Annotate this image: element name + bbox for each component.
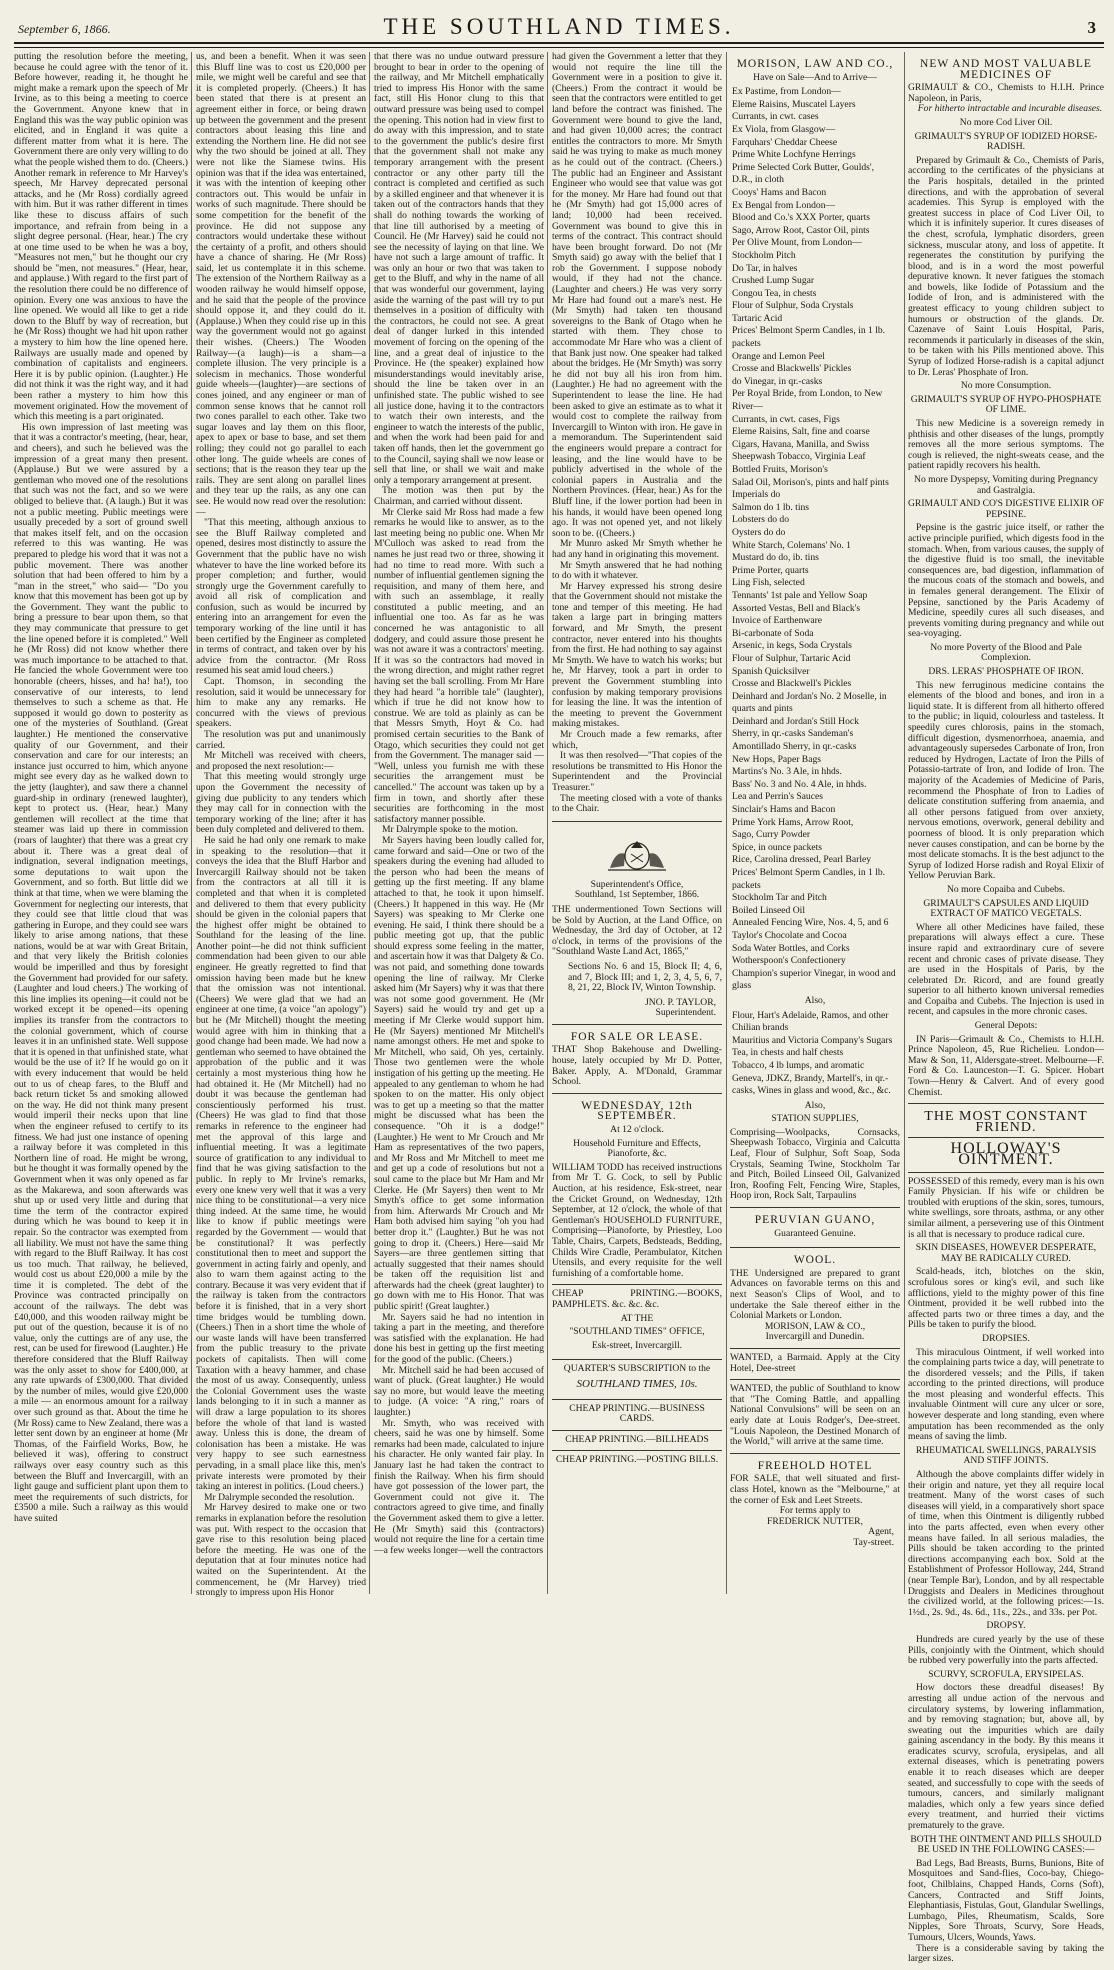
ad-intro: GRIMAULT & CO., Chemists to H.I.H. Prince Napoleon, in Paris, bbox=[908, 82, 1104, 104]
goods-item: Ling Fish, selected bbox=[732, 577, 805, 589]
wool-ad bbox=[730, 1248, 900, 1349]
goods-list bbox=[730, 1010, 900, 1098]
goods-item: Tennants' 1st pale and Yellow Soap bbox=[732, 589, 868, 601]
ad-subhead: DROPSY. bbox=[986, 1620, 1026, 1632]
article-paragraph: Mr Harvey desired to make one or two remarks in explanation before the resolution was put. With respect to the occasion that gave rise to this resolution being placed before the meeting. He was one of the deputation that at four minutes notice had waited on the Superintendent. At the commencement, he (Mr Harvey) tried strongly to impress upon His Honor bbox=[196, 1502, 366, 1599]
article-paragraph: Mr Clerke said Mr Ross had made a few remarks he would like to answer, as to the last meeting being no public one. When Mr M'Culloch was asked to read from the names he just read two or three, showing it had no time to read more. With such a number of influential gentlemen signing the requisition, and many of them here, and with such an assemblage, it really constituted a public meeting, and an influential one too. As far as he was concerned he was antagonistic to all dodgery, and could assure those present he was not aware it was a contractors' meeting. If it was so the contractors had moved in the wrong direction, and might rather regret having set the ball scrolling. From Mr Hare they had heard "a horrible tale" (laughter), which if true he did not know how to construe. We are told as plainly as can be that Messrs Smyth, Hoyt & Co. had promised certain securities to the Bank of Otago, which securities they could not get from the Government. The manager said — "Well, unless you furnish me with these securities the arrangement must be cancelled." The account was taken up by a firm in town, and shortly after these securities are forthcoming in the most satisfactory manner possible. bbox=[374, 506, 544, 825]
ad-subhead: DROPSIES. bbox=[982, 1332, 1030, 1344]
ad-body: Bad Legs, Bad Breasts, Burns, Bunions, Bite of Mosquitoes and Sand-flies, Coco-bay, Chiego-foot, Chilblains, Chapped Hands, Corns (Soft), Cancers, Contracted and Stiff Joints, Elephantiasis, Fistulas, Gout, Glandular Swellings, Lumbago, Piles, Rheumatism, Scalds, Sore Nipples, Sore Throats, Scurvy, Sore Heads, Tumours, Ulcers, Wounds, Yaws. bbox=[908, 1857, 1104, 1943]
goods-item: Sago, Arrow Root, Castor Oil, pints bbox=[732, 224, 870, 236]
goods-item: Ex Bengal from London— bbox=[732, 199, 836, 211]
ad-footer: There is a considerable saving by taking the larger sizes. bbox=[908, 1942, 1104, 1965]
ad-subhead: GRIMAULT'S CAPSULES AND LIQUID EXTRACT OF MATICO VEGETALS. bbox=[923, 897, 1089, 920]
ad-subhead: SKIN DISEASES, HOWEVER DESPERATE, MAY BE RADICALLY CURED. bbox=[915, 1242, 1097, 1264]
ad-at: AT THE bbox=[620, 1312, 654, 1324]
ad-heading: QUARTER'S SUBSCRIPTION to the bbox=[563, 1363, 711, 1375]
notice-sections: Sections No. 6 and 15, Block II; 4, 6, and 7, Block III; and 1, 2, 3, 4, 5, 6, 7, 8, 21, 22, Block IV, Winton Township. bbox=[568, 960, 722, 994]
ad-subhead: GRIMAULT AND CO'S DIGESTIVE ELIXIR OF PEPSINE. bbox=[908, 498, 1105, 520]
ad-heading: CHEAP PRINTING.—BILLHEADS bbox=[565, 1433, 709, 1445]
ad-subhead: Guaranteed Genuine. bbox=[774, 1227, 856, 1239]
goods-item: Invoice of Earthenware bbox=[732, 615, 823, 627]
goods-item: Lea and Perrin's Sauces bbox=[732, 791, 823, 803]
ad-subhead: GRIMAULT'S SYRUP OF IODIZED HORSE-RADISH. bbox=[914, 130, 1098, 153]
article-paragraph: The resolution was put and unanimously carried. bbox=[196, 729, 366, 751]
column-3 bbox=[374, 52, 544, 1594]
article-paragraph: putting the resolution before the meeting, because he could agree with the tenor of it. Before however, reading it, he thought he might make a remark upon the speech of Mr Irvine, as to this being a meeting to coerce the Government. Anyone knew that in England this was the way public opinion was elicited, and in England it was quite a different matter from what it is here. The Government there are only very willing to do what the people wished them to do. (Cheers.) Another remark in reference to Mr Harvey's speech, Mr Harvey deprecated personal attacks, and he (Mr Ross) cordially agreed with him. But it was rather different in times like these to discuss affairs of such importance, and refrain from being in a slight degree personal. (Hear, hear.) The cry at one time used to be when he was a boy, "Measures not men," but he thought our cry should be "men, not measures." (Hear, hear, and applause.) With regard to the first part of the resolution there could be no difference of opinion. Every one was anxious to have the line opened. We would all like to get a ride down to the Bluff by way of recreation, but he (Mr Ross) thought we had hit upon rather a mystery to him how the line opened here. Railways are usually made and opened by combination of capitalists and engineers. Here it is by public opinion. (Laughter.) He did not think it was the right way, and it had been rather a mystery to him how this movement originated. How the movement of which this meeting is a part originated. bbox=[14, 51, 188, 423]
masthead-rule bbox=[14, 47, 1104, 48]
goods-item: Prime Selected Cork Butter, Goulds', bbox=[732, 161, 875, 173]
goods-item: Amontillado Sherry, in qr.-casks bbox=[732, 741, 857, 753]
goods-list bbox=[730, 86, 900, 993]
ad-heading: PERUVIAN GUANO, bbox=[754, 1214, 876, 1227]
ad-heading: MORISON, LAW AND CO., bbox=[736, 58, 894, 70]
goods-item: Prime White Lochfyne Herrings bbox=[732, 149, 856, 161]
goods-item: Tea, in chests and half chests bbox=[732, 1047, 844, 1059]
goods-item: Blood and Co.'s XXX Porter, quarts bbox=[732, 212, 871, 224]
also-label: Also, bbox=[804, 1099, 826, 1111]
ad-subhead: RHEUMATICAL SWELLINGS, PARALYSIS AND STIFF JOINTS. bbox=[915, 1444, 1097, 1467]
article-paragraph: The motion was then put by the Chairman, and carried without dissent. bbox=[374, 485, 544, 507]
goods-item: Crushed Lump Sugar bbox=[732, 275, 815, 287]
goods-item: Bottled Fruits, Morison's bbox=[732, 464, 828, 475]
article-paragraph: Mr Smyth answered that he had nothing to do with it whatever. bbox=[552, 559, 722, 582]
goods-item: Sheepwash Tobacco, Virginia Leaf bbox=[732, 451, 866, 463]
ad-subhead: Household Furniture and Effects, Pianoforte, &c. bbox=[573, 1137, 701, 1160]
goods-item: Champion's superior Vinegar, in wood and glass bbox=[732, 967, 896, 992]
goods-item: Sago, Curry Powder bbox=[732, 829, 811, 841]
goods-item: Currants, in cwt. cases, Figs bbox=[732, 413, 840, 425]
goods-item: Tartaric Acid bbox=[732, 312, 783, 324]
freehold-hotel-ad bbox=[730, 1454, 900, 1554]
article-paragraph: Mr. Sayers said he had no intention in taking a part in the meeting, and therefore was satisfied with the explanation. He had done his best in getting up the first meeting for the good of the public. (Cheers.) bbox=[374, 1311, 544, 1366]
goods-item: Spanish Quicksilver bbox=[732, 665, 810, 677]
ad-body: Scald-heads, itch, blotches on the skin, scrofulous sores or king's evil, and such like afflictions, yield to the mighty power of this fine Ointment, provided it be well rubbed into the affected parts two or three times a day, and the Pills be taken to purify the blood. bbox=[908, 1266, 1104, 1331]
goods-item: Stockholm Tar and Pitch bbox=[732, 892, 827, 904]
goods-item: Boiled Linseed Oil bbox=[732, 904, 806, 916]
goods-item: Stockholm Pitch bbox=[732, 249, 796, 261]
column-divider bbox=[191, 52, 192, 1594]
goods-item: Taylor's Chocolate and Cocoa bbox=[732, 929, 847, 941]
goods-item: Salad Oil, Morison's, pints and half pints bbox=[732, 476, 889, 488]
ad-heading: WOOL. bbox=[793, 1254, 837, 1267]
ad-body: How doctors these dreadful diseases! By arresting all undue action of the nervous and circulatory systems, by lowering inflammation, and by removing stagnation; but, above all, by sweating out the impurities which are daily gaining ascendancy in the body. By this means it eradicates scurvy, scrofula, erysipelas, and all external diseases, which is penetrating powers enable it to reach diseases which are deeper seated, and successfully to cope with the seeds of tumours, cancers, and similarly malignant maladies, which only a few years since defied every treatment, and hurried their victims prematurely to the grave. bbox=[908, 1682, 1104, 1832]
station-heading: STATION SUPPLIES, bbox=[771, 1113, 859, 1125]
goods-item: Eleme Raisins, Muscatel Layers bbox=[732, 98, 856, 110]
ad-heading: NEW AND MOST VALUABLE MEDICINES OF bbox=[920, 58, 1092, 81]
article-paragraph: It was then resolved—"That copies of the resolutions be transmitted to His Honor the Superintendent and the Provincial Treasurer." bbox=[552, 750, 722, 793]
guano-ad bbox=[730, 1208, 900, 1248]
column-2 bbox=[196, 51, 366, 1599]
ad-body: WANTED, the public of Southland to know that "The Coming Battle, and appalling National Convulsions" will be seen on an early date at Louis Rodger's, Dee-street. "Louis Napoleon, the Destined Monarch of the World," will arrive at the same time. bbox=[730, 1383, 900, 1448]
ad-body: Pepsine is the gastric juice itself, or rather the active principle purified, which digests food in the stomach. When, from various causes, the supply of the digestive fluid is too small, the inevitable consequences are, bad digestion, inflammation of the mucous coats of the stomach and bowels, and in females general derangement. The Elixir of Pepsine, sanctioned by the Paris Academy of Medicine, speedily cures all such diseases, and prevents vomiting during pregnancy and while out sea-voyaging. bbox=[908, 522, 1104, 640]
goods-item: Martins's No. 3 Ale, in hhds. bbox=[732, 766, 842, 778]
article-paragraph: The meeting closed with a vote of thanks to the Chair. bbox=[552, 792, 722, 815]
ad-body: Prepared by Grimault & Co., Chemists of Paris, according to the certificates of the physicians at the Paris hospitals, detailed in the printed directions, and with the approbation of several academies. This Syrup is employed with the greatest success in place of Cod Liver Oil, to which it is infinitely superior. It cures diseases of the chest, scrofula, lymphatic disorders, green sickness, muscular atony, and loss of appetite. It regenerates the constitution by purifying the blood, and is in a word the most powerful depurative known. It never fatigues the stomach and bowels, like Iodide of Potassium and the Iodide of Iron, and is administered with the greatest efficacy to young children subject to humours or obstruction of the glands. Dr. Cazenave of Saint Louis Hospital, Paris, recommends it particularly in diseases of the skin, to be taken with his Pills mentioned above. This Syrup of Iodized Horse-radish is a capital adjunct to Dr. Leras' Phosphate of Iron. bbox=[908, 154, 1104, 378]
column-divider bbox=[726, 52, 727, 1594]
ad-body: This new ferruginous medicine contains the elements of the blood and bones, and iron in a liquid state. It is different from all hitherto offered to the public; in liquid, colourless and tasteless. It speedily cures chlorosis, pains in the stomach, difficult digestion, dysmenorrhoea, anaemia, and advantageously supersedes Carbonate of Iron, Iron reduced by Hydrogen, Lactate of Iron the Pills of Potassio-tartrate of Iron, and Iodide of Iron. The majority of the Academies of Medicine of Paris, recommend the Phosphate of Iron to Ladies of delicate constitution suffering from anaemia, and all other persons fatigued from over anxiety, nervous emotions, overwork, general debility and poorness of blood. It is only preparation which never causes constipation, and can be borne by the most delicate stomachs. It is the best adjunct to the Syrup of Iodized Horse radish and Royal Elixir of Yellow Peruvian Bark. bbox=[908, 679, 1104, 882]
ad-subhead: GRIMAULT'S SYRUP OF HYPO-PHOSPHATE OF LIME. bbox=[910, 393, 1102, 416]
printing-ad bbox=[552, 1285, 722, 1360]
goods-item: do Vinegar, in qr.-casks bbox=[732, 375, 823, 387]
goods-item: Mauritius and Victoria Company's Sugars bbox=[732, 1034, 893, 1046]
goods-item: New Hops, Paper Bags bbox=[732, 753, 821, 765]
column-divider bbox=[904, 52, 905, 1594]
ad-body: POSSESSED of this remedy, every man is his own Family Physician. If his wife or children be troubled with eruptions of the skin, sores, tumours, white swellings, sore throats, asthma, or any other similar ailment, a persevering use of this Ointment is all that is necessary to produce radical cure. bbox=[908, 1175, 1104, 1240]
goods-item: Eleme Raisins, Salt, fine and coarse bbox=[732, 426, 870, 438]
issue-date: September 6, 1866. bbox=[18, 22, 111, 36]
goods-item: Flour, Hart's Adelaide, Ramos, and other Chilian brands bbox=[732, 1009, 889, 1034]
article-paragraph: us, and been a benefit. When it was seen this Bluff line was to cost us £20,000 per mile, we might well be careful and see that it is completed properly. (Cheers.) It has been stated that there is at present an agreement either in force, or being drawn up between the government and the present contractors about leasing this line and extending the Northern line. He did not see why the two should be joined at all. They were not like the Siamese twins. His opinion was that if the idea was entertained, it was with the intention of keeping other contractors out. This would be unfair in works of such magnitude. There should be some competition for the benefit of the province. He did not suppose any contractors would undertake these without the certainty of a profit, and others should have a chance of sharing. He (Mr Ross) said, let us contemplate it in this scheme. The extension of the Northern Railway as a wooden railway he would himself oppose, and he said that the people of the province should oppose it, and they could do it. (Applause.) When they could rise up in this way the government would not go against their wishes. (Cheers.) The Wooden Railway—(a laugh)—is a sham—a complete illusion. The very principle is a solecism in mechanics. Those wonderful guide wheels—(laughter)—are sections of cones joined, and any engineer or man of common sense knows that he cannot roll two cones parallel to each other. Take two sugar loaves and lay them on this floor, apex to apex or base to base, and set them rolling; they could not go parallel to each other long. The guide wheels are cones of sections; that is the reason they tear up the rails. They are sent along on parallel lines and they tear up the rails, as any one can see. He would now read over the resolution:— bbox=[196, 51, 366, 518]
goods-item: Flour of Sulphur, Soda Crystals bbox=[732, 300, 854, 312]
goods-item: Currants, in cwt. cases bbox=[732, 111, 819, 123]
printing-ad bbox=[552, 1451, 722, 1471]
article-paragraph: Capt. Thomson, in seconding the resolution, said it would be unnecessary for him to make any any remarks. He concurred with the views of previous speakers. bbox=[196, 676, 366, 730]
ad-subhead: BOTH THE OINTMENT AND PILLS SHOULD BE USED IN THE FOLLOWING CASES:— bbox=[910, 1833, 1102, 1856]
goods-item: Bi-carbonate of Soda bbox=[732, 627, 814, 639]
article-paragraph: Mr Dalrymple spoke to the motion. bbox=[382, 824, 518, 836]
column-divider bbox=[547, 52, 548, 1594]
article-paragraph: Mr Munro asked Mr Smyth whether he had any hand in originating this movement. bbox=[552, 538, 722, 560]
ad-body: Although the above complaints differ widely in their origin and nature, yet they all require local treatment. Many of the worst cases of such diseases will yield, in a comparatively short space of time, when this Ointment is diligently rubbed into the parts affected, even when every other means have failed. In all serious maladies, the Pills should be taken according to the printed directions accompanying each box. Sold at the Establishment of Professor Holloway, 244, Strand (near Temple Bar), London, and by all respectable Druggists and Dealers in Medicines throughout the civilized world, at the following prices:—1s. 1½d., 2s. 9d., 4s. 6d., 11s., 22s., and 33s. per Pot. bbox=[908, 1469, 1104, 1618]
goods-item: Salmon do 1 lb. tins bbox=[732, 501, 810, 513]
ad-office: "SOUTHLAND TIMES" OFFICE, bbox=[569, 1326, 705, 1338]
goods-item: Deinhard and Jordan's No. 2 Moselle, in quarts and pints bbox=[732, 690, 887, 715]
article-paragraph: Mr. Mitchell said he had been accused of want of pluck. (Great laughter.) He would say no more, but would leave the meeting to judge. (A voice: "A ring," roars of laughter.) bbox=[374, 1364, 544, 1418]
goods-item: Bass' No. 3 and No. 4 Ale, in hhds. bbox=[732, 778, 867, 790]
ad-body: FOR SALE, that well situated and first-class Hotel, known as the "Melbourne," at the corner of Esk and Leet Streets. bbox=[730, 1473, 900, 1506]
station-body: Comprising—Woolpacks, Cornsacks, Sheepwash Tobacco, Virginia and Calcutta Leaf, Flour of Sulphur, Soft Soap, Soda Crystals, Seaming Twine, Stockholm Tar and Pitch, Boiled Linseed Oil, Galvanized Iron, Roofing Felt, Fencing Wire, Staples, Hoop iron, Rock Salt, Tarpaulins bbox=[730, 1126, 900, 1202]
goods-item: Oysters do do bbox=[732, 526, 786, 538]
office-date: Southland, 1st September, 1866. bbox=[574, 889, 700, 901]
wanted-ad bbox=[730, 1380, 900, 1454]
signature-title: Superintendent. bbox=[655, 1007, 716, 1019]
article-paragraph: Mr Crouch made a few remarks, after which, bbox=[552, 729, 722, 751]
column-6 bbox=[908, 52, 1105, 1965]
article-paragraph: Mr Harvey expressed his strong desire that the Government should not mistake the tone and temper of this meeting. He had taken a large part in bringing matters forward, and Mr Smyth, the present contractor, never entered into his thoughts from the first. He had nothing to say against Mr Smyth. We have to watch his works; but he, Mr Harvey, took a part in order to prevent the Government stumbling into confusion by making temporary provisions for leasing the line. It was the intention of the meeting to prevent the Government making mistakes. bbox=[552, 580, 722, 730]
ad-subhead: DRS. LERAS' PHOSPHATE OF IRON. bbox=[928, 666, 1084, 678]
goods-item: Congou Tea, in chests bbox=[732, 287, 817, 299]
ad-tagline: No more Consumption. bbox=[960, 380, 1052, 392]
printing-ad bbox=[552, 1400, 722, 1431]
goods-item: Per Olive Mount, from London— bbox=[732, 237, 862, 249]
land-sale-notice bbox=[552, 821, 722, 1025]
ad-subhead: Have on Sale—And to Arrive— bbox=[753, 71, 877, 83]
goods-item: Prices' Belmont Sperm Candles, in 1 lb. packets bbox=[732, 867, 886, 891]
signature: JNO. P. TAYLOR, bbox=[645, 996, 716, 1008]
goods-item: Lobsters do do bbox=[732, 514, 790, 526]
goods-item: Do Tar, in halves bbox=[732, 262, 798, 274]
ad-heading: CHEAP PRINTING.—POSTING BILLS. bbox=[555, 1454, 719, 1466]
ad-body: This miraculous Ointment, if well worked into the complaining parts twice a day, will penetrate to the disordered vessels; and the Pills, if taken according to the printed directions, will produce the most pleasing and wonderful effects. This invaluable Ointment will cure any ulcer or sore, however desperate and long standing, even where amputation has been recommended as the only means of saving the limb. bbox=[908, 1346, 1104, 1443]
page-number: 3 bbox=[1087, 18, 1096, 37]
goods-item: Spice, in ounce packets bbox=[732, 841, 823, 853]
ad-body: WANTED, a Barmaid. Apply at the City Hotel, Dee-street bbox=[730, 1351, 900, 1374]
ad-body: THAT Shop Bakehouse and Dwelling-house, lately occupied by Mr D. Potter, Baker. Apply, A. M'Donald, Grammar School. bbox=[552, 1044, 722, 1088]
grimault-medicines-ad bbox=[908, 52, 1104, 1104]
goods-item: Farquhars' Cheddar Cheese bbox=[732, 136, 838, 148]
ad-body: Where all other Medicines have failed, these preparations will always effect a cure. These insure rapid and extraordinary cure of severe recent and chronic cases of private disease. They are used in the Hospitals of Paris, by the celebrated Dr. Ricord, and are found greatly superior to all hitherto known universal remedies and Copaiba and Cubebs. The Injection is used in recent, and capsules in the more chronic cases. bbox=[908, 921, 1104, 1018]
depots-heading: General Depots: bbox=[974, 1020, 1038, 1032]
ad-intro-italic: For hitherto intractable and incurable diseases. bbox=[917, 103, 1103, 115]
notice-body: THE undermentioned Town Sections will be Sold by Auction, at the Land Office, on Wednesday, the 3rd day of October, at 12 o'clock, in terms of the provisions of the "Southland Waste Land Act, 1865," bbox=[552, 903, 722, 958]
goods-item: Annealed Fencing Wire, Nos. 4, 5, and 6 bbox=[732, 917, 889, 929]
article-paragraph: that there was no undue outward pressure brought to bear in order to the opening of the railway, and Mr Mitchell emphatically tried to impress His Honor with the same fact, still His Honor clung to this that outward pressure was being used to compel the opening. This notion had in view first to do away with this impression, and to state to the government the public's desire first that the government shall not make any temporary arrangement with the present contractor or any other party till the contract is completed and certified as such by a skilled engineer and that whenever it is taken out of the contractors hands that they shall do nothing towards the working of that line till authorised by a meeting of Council. He (Mr Harvey) said he could not see the necessity of laying on that line. We have not such a large amount of traffic. It was only an hour or two that was taken to get to the Bluff, and why in the name of all that was wonderful our government, laying aside the warning of the past will try to put themselves in a position of difficulty with the contractors, he could not see. A great deal of danger lurked in this intended movement of forcing on the opening of the line, and a great deal of injustice to the Province. He (the speaker) explained how misunderstandings would inevitably arise, should the line be taken over in an unfinished state. The public wished to see all justice done, having it to the contractors to watch their own interests, and the engineer to watch the interests of the public, and when the work had been paid for and taken off hands, then let the government go to the Council, saying shall we now lease or sell that line, or shall we wait and make only a temporary arrangement at present. bbox=[374, 51, 544, 486]
ad-tagline: No more Copaiba and Cubebs. bbox=[946, 883, 1066, 895]
ad-heading: FREEHOLD HOTEL bbox=[757, 1459, 873, 1472]
goods-item: Cigars, Havana, Manilla, and Swiss bbox=[732, 438, 870, 450]
ad-tagline: No more Poverty of the Blood and Pale Complexion. bbox=[930, 641, 1082, 664]
goods-item: D.R., in cloth bbox=[732, 174, 784, 186]
article-paragraph: Mr Dalrymple seconded the resolution. bbox=[204, 1491, 355, 1503]
article-paragraph: He said he had only one remark to make in speaking to the resolution—that it conveys the idea that the Bluff Harbor and Invercargill Railway should not be taken from the contractors at all till it is completed and that when it is completed and delivered to them that every publicity should be given in the colonial papers that the highest offer might be obtained to Southland for the leasing of the line. Another point—he did not think sufficient commendation had been given to our able engineer. He greatly regretted to find that omission having been made but he knew that the omission was not intentional. (Cheers) We were glad that we had an engineer at one time, (a voice "an apology") but he (Mr Mitchell) thought the meeting would agree with him in thinking that a good change had been made. We had now a gentleman who seemed to have obtained the approbation of the public and it was certainly a most mysterious thing how he had obtained it. He (Mr Mitchell) had no doubt it was because the gentleman had conscientiously performed his trust. (Cheers) He was glad to find that those remarks in reference to the engineer had met the approval of this large and influential meeting. It was a legitimate source of gratification to any individual to find that he was giving satisfaction to the public. In reply to Mr Irvine's remarks, every one knew very well that it was a very nice thing to be constitutional—a very nice thing indeed. At the same time, he would like to know if public meetings were regarded by the Government — would that be constitutional? It was perfectly constitutional then to meet and support the government in acting fairly and openly, and also to warn them against acting to the contrary. Because it was very evident that if the railway is taken from the contractors before it is finished, that in a very short time bridges would be tumbling down. (Cheers.) Then in a short time the whole of our waste lands will have been transferred from the public treasury to the private pockets of capitalists. Then will come Taxation with a heavy hammer, and chase the most of us away. Consequently, unless the Colonial Government uses the waste lands belonging to it in such a manner as will draw a large population to its shores before the whole of that land is wasted away. Unless this is done, the dream of colonisation has been a mistake. He was very happy to see such earnestness pervading, in a small place like this, men's private interests were promoted by their taking an interest in politics. (Loud cheers.) bbox=[196, 834, 366, 1493]
goods-item: Tobacco, 4 lb lumps, and aromatic bbox=[732, 1059, 865, 1071]
goods-item: Prime York Hams, Arrow Root, bbox=[732, 816, 854, 828]
holloway-ad bbox=[908, 1104, 1104, 1970]
auction-ad bbox=[552, 1094, 722, 1286]
goods-item: Flour of Sulphur, Tartaric Acid bbox=[732, 652, 851, 664]
ad-price: SOUTHLAND TIMES, 10s. bbox=[576, 1377, 698, 1390]
goods-item: Prices' Belmont Sperm Candles, in 1 lb. packets bbox=[732, 325, 886, 350]
goods-item: Ex Pastime, from London— bbox=[732, 86, 841, 98]
newspaper-title: THE SOUTHLAND TIMES. bbox=[383, 14, 735, 39]
column-divider bbox=[369, 52, 370, 1594]
depots-list: IN Paris—Grimault & Co., Chemists to H.I.H. Prince Napoleon, 45, Rue Richelieu. London—Maw & Son, 11, Aldersgate-street. Melbourne—F. Ford & Co. Launceston—T. G. Spicer. Hobart Town—Henry & Calvert. And of every good Chemist. bbox=[908, 1033, 1104, 1098]
ad-heading: CHEAP PRINTING.—BUSINESS CARDS. bbox=[569, 1402, 705, 1425]
ad-heading: FOR SALE OR LEASE. bbox=[570, 1030, 704, 1043]
for-sale-lease-ad bbox=[552, 1025, 722, 1094]
goods-item: Orange and Lemon Peel bbox=[732, 350, 825, 362]
goods-item: Crosse and Blackwells' Pickles bbox=[732, 363, 852, 375]
ad-signature: Invercargill and Dunedin. bbox=[765, 1331, 865, 1343]
goods-item: Ex Viola, from Glasgow— bbox=[732, 123, 836, 135]
ad-body: Hundreds are cured yearly by the use of these Pills, conjointly with the Ointment, which should be rubbed very powerfully into the parts affected. bbox=[908, 1633, 1104, 1667]
goods-item: Mustard do do, ib. tins bbox=[732, 552, 819, 564]
goods-item: Rice, Carolina dressed, Pearl Barley bbox=[732, 854, 872, 866]
goods-item: Sherry, in qr.-casks Sandeman's bbox=[732, 728, 854, 740]
article-paragraph: "That this meeting, although anxious to see the Bluff Railway completed and opened, desires most distinctly to assure the Government that the public have no wish whatever to have the line worked before its proper completion; and further, would strongly urge the Government carefully to avoid all risk of complication and confusion, such as would be incurred by entering into an arrangement for even the temporary working of the line until it has been certified by the Engineer as completed in terms of contract, and taken over by his advice from the contractor. (Mr Ross resumed his seat amid loud cheers.) bbox=[196, 517, 366, 677]
goods-item: Per Royal Bride, from London, to New River— bbox=[732, 388, 883, 413]
article-paragraph: Mr Sayers having been loudly called for, came forward and said—One or two of the speakers during the evening had alluded to the person who had been the means of getting up the first meeting. If any blame attached to that, he took it upon himself. (Cheers.) It happened in this way. He (Mr Sayers) was speaking to Mr Clerke one evening. He said, I think there should be a public meeting got up, that the public should express some feeling in the matter, and ascertain how it was that Dalgety & Co. was not paid, and something done towards opening the line of railway. Mr Clerke asked him (Mr Sayers) why it was that there was not some good government. He (Mr Sayers) said he would try and get up a meeting if Mr Clerke would support him. He (Mr Sayers) mentioned Mr Mitchell's name amongst others. He met and spoke to Mr Mitchell, who said, Oh yes, certainly. Those two gentlemen were the whole instigation of his getting up the meeting. He appealed to any gentleman to whom he had spoken to on the matter. His only object was to get up a meeting so that the matter might be discussed what has been the consequence. "Oh it is a dodge!" (Laughter.) He went to Mr Crouch and Mr Ham as representatives of the two papers, and Mr Ross and Mr Mitchell to meet me and get up a code of resolutions but not a soul came to the place but Mr Ham and Mr Clerke. He (Mr Sayers) then went to Mr Smyth's office to get some information from him. Afterwards Mr Crouch and Mr Ham both advised him saying "oh you had better drop it." (Laughter.) But he was not going to drop it. (Cheers.) Here—said Mr Sayers—are three gentlemen sitting that actually suggested that their names should be taken off the requisition list and afterwards had the cheek (great laughter) to go down with me to His Honor. That was public spirit! (Great laughter.) bbox=[374, 834, 544, 1313]
wanted-ad bbox=[730, 1349, 900, 1380]
article-paragraph: Mr Mitchell was received with cheers, and proposed the next resolution:— bbox=[196, 750, 366, 772]
column-5 bbox=[730, 52, 900, 1594]
goods-item: Deinhard and Jordan's Still Hock bbox=[732, 715, 859, 727]
article-paragraph: That this meeting would strongly urge upon the Government the necessity of giving due publicity to any tenders which they may call for in connection with the temporary working of the line; after it has been duly completed and delivered to them. bbox=[196, 771, 366, 836]
goods-item: Crosse and Blackwell's Pickles bbox=[732, 678, 852, 690]
goods-item: Soda Water Bottles, and Corks bbox=[732, 942, 850, 954]
goods-item: Geneva, JDKZ, Brandy, Martell's, in qr.-casks, Wines in glass and wood, &c., &c. bbox=[732, 1072, 891, 1097]
ad-body: WILLIAM TODD has received instructions from Mr T. G. Cock, to sell by Public Auction, at his residence, Esk-street, near the Cricket Ground, on Wednesday, 12th September, at 12 o'clock, the whole of that Gentleman's HOUSEHOLD FURNITURE, Comprising—Pianoforte, by Priestley, Loo Table, Chairs, Carpets, Bedsteads, Bedding, Childs Wire Cradle, Perambulator, Kitchen Utensils, and every requisite for the well furnishing of a comfortable home. bbox=[552, 1161, 722, 1279]
ad-title: HOLLOWAY'S OINTMENT. bbox=[908, 1137, 1104, 1172]
ad-banner: THE MOST CONSTANT FRIEND. bbox=[924, 1109, 1088, 1135]
morison-law-ad bbox=[730, 52, 900, 1208]
agent-address: Tay-street. bbox=[853, 1536, 894, 1548]
agent-name: FREDERICK NUTTER, bbox=[767, 1515, 863, 1527]
ad-signature: MORISON, LAW & CO., bbox=[764, 1320, 866, 1332]
article-paragraph: His own impression of last meeting was that it was a contractor's meeting, (hear, hear, and cheers), and such he believed was the impression of a great many then present. (Applause.) But we were assured by a gentleman who moved one of the resolutions that such was not the fact, and so we were obliged to believe that. (A laugh.) But it was not a public meeting. Public meetings were usually preceded by a sort of ground swell that makes itself felt, and on the occasion referred to this was wanting. He was prepared to pledge his word that it was not a public movement. There was another solution that had been offered to him by a "man in the street," who said— "Do you know that this movement has been got up by the Government. They want the public to bring a pressure to bear upon them, so that they may communicate that pressure to get the line opened before it is completed." Well he (Mr Ross) did not know whether there was much importance to be attached to that. He fancied the whole Government were too honorable (cheers, hisses, and ha! ha!), too conservative of our interests, to lend themselves to such a scheme as that. He supposed it would go down to posterity as one of the mysteries of Southland. (Great laughter.) He mentioned the conservative quality of our Government, and their conservation and care for our interests; an instance just occurred to him, which anyone might see every day as he walked down to the jetty (laughter), and saw there a channel guard-ship in ordinary (renewed laughter), kept to protect us. (Hear, hear.) Many gentlemen will recollect at the time that steamer was laid up there in commission (roars of laughter) that there was a great cry about it. There was a great deal of indignation, several indignation meetings, some deputations to wait upon the Government, and so forth. But little did we think at that time, when we were blaming the Government for neglecting our interests, that they could see that little cloud that was gathering in Europe, and they could see wars likely to arise among nations, that these nations, would be at war with Great Britain, and that very likely the British colonies would be imperilled and thus by foresight the Government had provided for our safety. (Laughter and loud cheers.) The working of this line implies its opening—it could not be worked except it be opened—its opening implies its transfer from the contractors to the colonial government, which of course leaves it in an unfinished state. Well suppose that it is opened in that unfinished state, what would be the use of it? If he would go on it with every inducement that would be held out to us of cheap fares, to the Bluff and back return ticket 5s and smoking allowed on the way. He did not think many present would imperil their necks upon that line when the engineer refused to certify to its fitness. We had just one instance of opening a railway before it was completed in this Northern line of road. He might be wrong, but he thought it was formally opened by the Government when it was only opened as far as the Makarewa, and soon afterwards was shut up or used very little and during that time the term of the contractor expired during which he was bound to keep it in repair. So the contractor was exempted from all liability. We must not have the same thing with regard to the Bluff Railway. It has cost us too much. That railway, he believed, would cost us about £20,000 a mile by the time it is completed. The debt of the Province was contracted principally on account of the railways. The debt was £40,000, and this wooden railway might be put out of the question, because it is of no value, only the cuttings are of any use, the rest, can be used for firewood (Laughter.) He therefore considered that the Bluff Railway was the only asset to show for £400,000, at any rate upwards of £300,000. That divided by the number of miles, would give £20,000 a mile — an enormous amount for a railway over such ground as that. About the time he (Mr Ross) came to New Zealand, there was a letter sent down by an engineer at home (Mr Thomas, of the Fairfield Works, Bow, he believed it was), offering to construct railways over easy country such as this between the Bluff and Invercargill, with an light gauge and sufficient plant upon them to meet the requirements of such districts, for £3500 a mile. Such a railway as this would have suited bbox=[14, 421, 188, 1524]
goods-item: Cooys' Hams and Bacon bbox=[732, 186, 827, 198]
office-line: Superintendent's Office, bbox=[590, 878, 684, 890]
ad-body: This new Medicine is a sovereign remedy in phthisis and other diseases of the lungs, promptly removes all the more serious symptoms. The cough is relieved, the night-sweats cease, and the patient rapidly recovers his health. bbox=[908, 418, 1104, 472]
ad-tagline: No more Dyspepsy, Vomiting during Pregnancy and Gastralgia. bbox=[914, 473, 1098, 496]
column-4 bbox=[552, 52, 722, 1594]
ad-subhead: SCURVY, SCROFULA, ERYSIPELAS. bbox=[928, 1668, 1084, 1680]
ad-body: THE Undersigned are prepared to grant Advances on favorable terms on this and next Season's Clips of Wool, and to undertake the Sale thereof either in the Colonial Markets or London. bbox=[730, 1267, 900, 1322]
article-paragraph: had given the Government a letter that they would not require the line till the Government were in a position to give it. (Cheers.) From the contract it would be seen that the contractors were entitled to get land before the contract was finished. The Government were bound to give the land, and had given 10,000 acres; the contract entitles the contractors to more. Mr Smyth said he was trying to make as much money as he could out of the contract. (Cheers.) The public had an Engineer and Assistant Engineer who would see that value was got for the money. Mr Hare had found out that he (Mr Smyth) had got 15,000 acres of land; 10,000 had been received. Government was bound to give this in terms of the contract. This contract should have been brought forward. Do not (Mr Smyth said) go away with the belief that I rob the Government. I suppose nobody would, if they had not the chance. (Laughter and cheers.) He was very sorry Mr Hare had found out a mare's nest. He (Mr Smyth) had taken ten thousand sovereigns to the Bank of Otago when he started with them. They chose to accommodate Mr Hare who was a client of that Bank just now. One speaker had talked about the bridges. He (Mr Smyth) was sorry he did not buy all his iron from him. (Laughter.) He had no agreement with the Superintendent to lease the line. He had been asked to give an estimate as to what it would cost to complete the railway from Invercargill to Winton with iron. He gave in a memorandum. The Superintendent said the engineers would prepare a contract for leasing, and the line would have to be publicly advertised in the whole of the colonial papers in Australia and the Northern Provinces. (Hear, hear.) As for the Bluff line, if the lower portion had been in his hands, it would have been opened long ago. It was not opened yet, and not likely soon to be. ((Cheers.) bbox=[552, 51, 722, 539]
goods-item: Sinclair's Hams and Bacon bbox=[732, 804, 836, 816]
ad-address: Esk-street, Invercargill. bbox=[591, 1339, 683, 1351]
goods-item: Wotherspoon's Confectionery bbox=[732, 955, 846, 967]
goods-item: Arsenic, in kegs, Soda Crystals bbox=[732, 640, 852, 652]
royal-crest-icon bbox=[602, 832, 672, 874]
also-label: Also, bbox=[804, 994, 826, 1006]
ad-time: At 12 o'clock. bbox=[610, 1124, 664, 1136]
ad-heading: CHEAP PRINTING.—BOOKS, PAMPHLETS. &c. &c. &c. bbox=[552, 1288, 722, 1310]
subscription-ad bbox=[552, 1360, 722, 1399]
goods-item: Assorted Vestas, Bell and Black's bbox=[732, 602, 861, 614]
goods-item: White Starch, Colemans' No. 1 bbox=[732, 539, 851, 551]
goods-item: Prime Porter, quarts bbox=[732, 564, 809, 576]
ad-tagline: No more Cod Liver Oil. bbox=[959, 116, 1053, 128]
article-paragraph: Mr. Smyth, who was received with cheers, said he was one by himself. Some remarks had been made, calculated to injure his character. He only wanted fair play. In January last he had taken the contract to finish the Railway. When his firm should have got possession of the lower part, the Government could not give it. The contractors agreed to give time, and finally the Government asked them to give a letter. He (Mr Smyth) said this (contractors) would not require the line for a certain time—a few weeks longer—well the contractors bbox=[374, 1417, 544, 1556]
goods-item: Imperials do bbox=[732, 489, 781, 501]
agent-title: Agent, bbox=[868, 1526, 894, 1538]
printing-ad bbox=[552, 1431, 722, 1452]
masthead bbox=[14, 14, 1104, 44]
ad-terms: For terms apply to bbox=[779, 1505, 851, 1517]
ad-heading: WEDNESDAY, 12th SEPTEMBER. bbox=[581, 1099, 693, 1123]
column-1 bbox=[14, 52, 188, 1594]
